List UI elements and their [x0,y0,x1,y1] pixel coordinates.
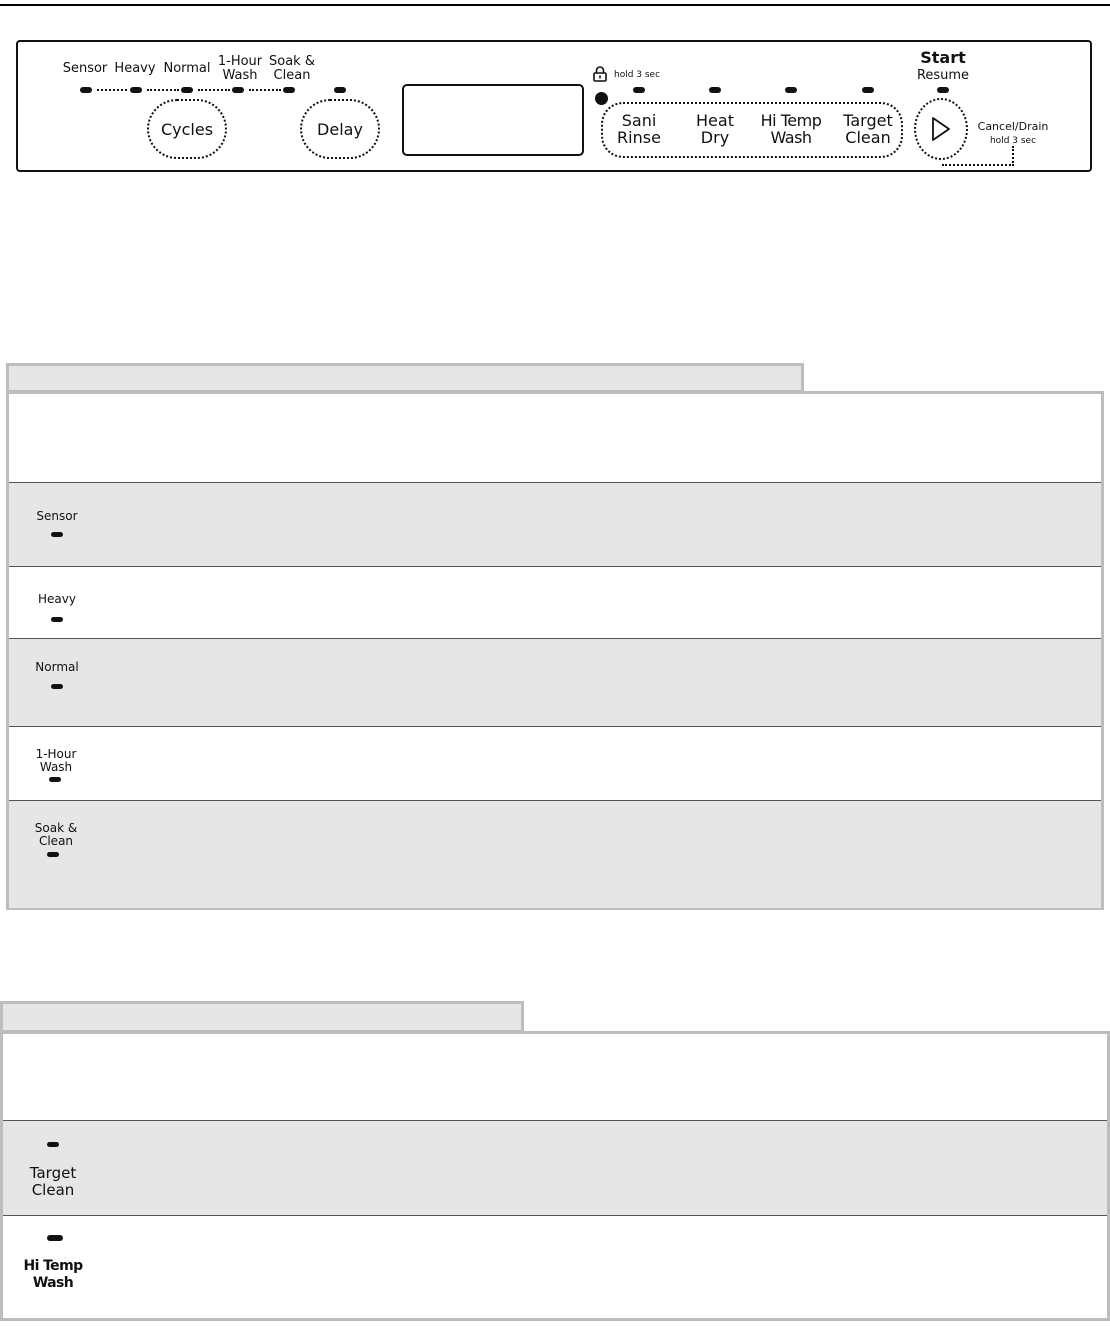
cycle-row-heavy: Heavy [38,592,76,606]
sani-rinse-led [633,87,645,93]
options-table [0,1031,1110,1321]
cycle-dots [198,89,230,91]
cycles-button[interactable]: Cycles [147,99,227,159]
cycle-label-sensor: Sensor [62,61,108,76]
table-row [9,566,1101,639]
table-row [3,1215,1107,1326]
start-label: Start [920,48,966,67]
lock-icon [593,66,607,82]
play-icon [930,116,952,142]
normal-led [181,87,193,93]
cycle-label-soak-clean: Soak & Clean [269,54,315,83]
row-shade [9,483,1101,567]
cycles-table-header [6,363,804,393]
cycle-dots [147,89,179,91]
cycle-label-1-hour-wash: 1-Hour Wash [217,54,263,83]
heat-dry-button[interactable]: Heat Dry [696,111,734,147]
1-hour-wash-led [232,87,244,93]
cancel-connector [942,146,1014,166]
cycle-label-heavy: Heavy [114,61,156,76]
option-row-hi-temp-wash: Hi Temp Wash [23,1258,83,1291]
options-table-header [0,1001,524,1033]
cycle-row-led [51,684,63,689]
hi-temp-wash-button[interactable]: Hi Temp Wash [760,111,822,147]
sensor-led [80,87,92,93]
table-row [9,482,1101,567]
cancel-hold-label: hold 3 sec [989,136,1037,146]
row-shade [3,1121,1107,1216]
heat-dry-led [709,87,721,93]
hi-temp-wash-led [785,87,797,93]
delay-led [334,87,346,93]
delay-button[interactable]: Delay [300,99,380,159]
cycle-row-soak-clean: Soak & Clean [34,821,78,848]
control-panel [16,40,1092,172]
table-row [9,638,1101,727]
heavy-led [130,87,142,93]
resume-label: Resume [916,68,970,83]
cycle-label-normal: Normal [163,61,211,76]
soak-clean-led [283,87,295,93]
row-shade [9,801,1101,908]
cycle-row-led [51,617,63,622]
cycle-row-sensor: Sensor [36,509,78,523]
lock-hold-label: hold 3 sec [614,70,661,80]
table-row [9,726,1101,801]
cycle-row-led [49,777,61,782]
target-clean-button[interactable]: Target Clean [843,111,893,147]
cancel-drain-label: Cancel/Drain [977,120,1049,133]
option-row-led [47,1235,63,1241]
row-shade [9,639,1101,727]
target-clean-led [862,87,874,93]
cycle-row-1-hour-wash: 1-Hour Wash [35,747,77,774]
start-led [937,87,949,93]
top-rule [0,4,1110,6]
option-row-target-clean: Target Clean [29,1164,77,1199]
cycles-table [6,391,1104,910]
option-row-led [47,1142,59,1147]
cycle-dots [97,89,127,91]
cycle-row-led [47,852,59,857]
cycle-row-led [51,532,63,537]
lock-indicator-led [595,92,608,105]
cycle-dots [249,89,281,91]
table-row [9,800,1101,908]
table-row [3,1120,1107,1216]
status-display [402,84,584,156]
sani-rinse-button[interactable]: Sani Rinse [617,111,661,147]
cycle-row-normal: Normal [35,660,79,674]
